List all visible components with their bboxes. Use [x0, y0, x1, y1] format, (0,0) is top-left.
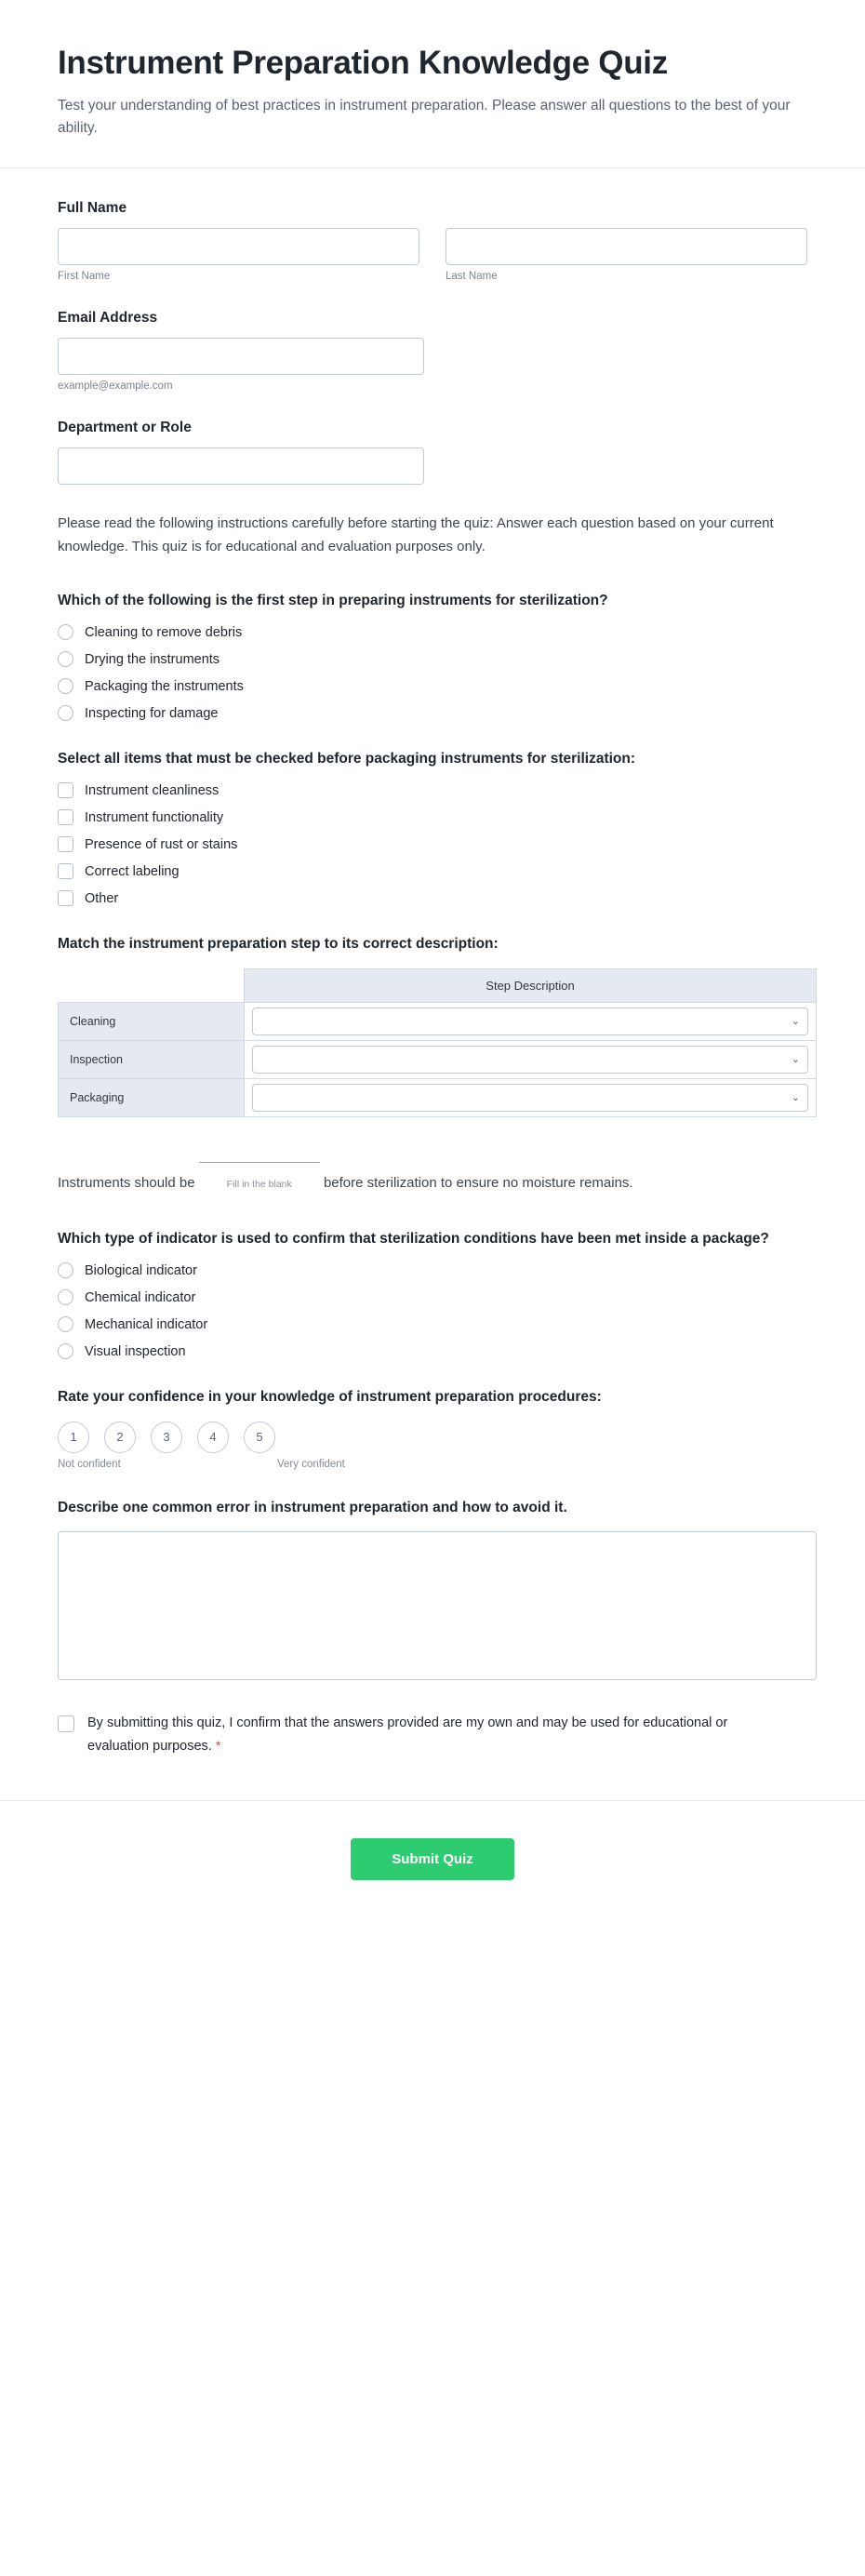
q2-option-2[interactable] [58, 836, 807, 852]
scale-option-5[interactable]: 5 [244, 1421, 275, 1453]
table-row [59, 1078, 817, 1116]
chevron-down-icon: ⌄ [791, 1016, 800, 1028]
last-name-caption: Last Name [446, 271, 498, 283]
consent-checkbox-icon[interactable] [58, 1715, 74, 1732]
fill-blank-after: before sterilization to ensure no moisture remains. [323, 1174, 633, 1191]
q5-label: Which type of indicator is used to confirm that sterilization conditions have been met inside a package? [58, 1230, 769, 1247]
scale-option-4[interactable]: 4 [197, 1421, 229, 1453]
q5-option-1-label: Chemical indicator [85, 1289, 196, 1305]
question-first-step [58, 591, 807, 721]
matching-table [58, 968, 817, 1117]
q2-option-3[interactable] [58, 863, 807, 879]
radio-icon[interactable] [58, 1316, 73, 1332]
scale-option-3[interactable]: 3 [151, 1421, 182, 1453]
q2-option-0-label: Instrument cleanliness [85, 782, 220, 798]
table-row [59, 1002, 817, 1040]
department-input[interactable] [58, 447, 424, 485]
matrix-cell-cleaning [245, 1002, 817, 1040]
describe-error-textarea[interactable] [58, 1531, 817, 1680]
question-confidence-scale [58, 1387, 807, 1469]
full-name-row [58, 228, 807, 282]
matrix-row-label-packaging: Packaging [59, 1078, 245, 1116]
q1-option-2-label: Packaging the instruments [85, 678, 244, 694]
fill-blank-input[interactable] [199, 1146, 320, 1163]
first-name-caption: First Name [58, 271, 111, 283]
q5-option-2-label: Mechanical indicator [85, 1316, 208, 1332]
radio-icon[interactable] [58, 1343, 73, 1359]
radio-icon[interactable] [58, 678, 73, 694]
q2-option-4-label: Other [85, 890, 119, 906]
first-name-input[interactable] [58, 228, 419, 265]
q5-option-3-label: Visual inspection [85, 1343, 186, 1359]
fill-blank-group [199, 1145, 320, 1195]
matrix-column-header: Step Description [245, 968, 817, 1002]
matrix-row-label-cleaning: Cleaning [59, 1002, 245, 1040]
required-marker: * [215, 1737, 221, 1753]
q1-option-3[interactable] [58, 705, 807, 721]
instructions-text: Please read the following instructions carefully before starting the quiz: Answer each question based on your current knowledge. This quiz is for educational and evaluation purposes only. [58, 515, 774, 554]
q1-option-3-label: Inspecting for damage [85, 705, 219, 721]
email-caption: example@example.com [58, 380, 173, 393]
full-name-label: Full Name [58, 200, 127, 217]
last-name-input[interactable] [446, 228, 807, 265]
field-department [58, 420, 807, 485]
first-name-group [58, 228, 419, 282]
table-row [59, 1040, 817, 1078]
q1-label: Which of the following is the first step in preparing instruments for sterilization? [58, 592, 608, 608]
q6-label: Rate your confidence in your knowledge of instrument preparation procedures: [58, 1389, 602, 1406]
inspection-select[interactable] [252, 1046, 808, 1074]
radio-icon[interactable] [58, 1289, 73, 1305]
scale-option-2[interactable]: 2 [104, 1421, 136, 1453]
matrix-row-label-inspection: Inspection [59, 1040, 245, 1078]
checkbox-icon[interactable] [58, 863, 73, 879]
last-name-group [446, 228, 807, 282]
question-checklist [58, 749, 807, 906]
q2-option-0[interactable] [58, 782, 807, 798]
q2-option-1-label: Instrument functionality [85, 809, 224, 825]
department-label: Department or Role [58, 420, 192, 436]
field-full-name [58, 200, 807, 282]
matrix-cell-packaging [245, 1078, 817, 1116]
q1-option-1[interactable] [58, 651, 807, 667]
chevron-down-icon: ⌄ [791, 1092, 800, 1104]
question-matching-matrix [58, 934, 807, 1116]
fill-blank-before: Instruments should be [58, 1174, 195, 1191]
consent-label [87, 1713, 776, 1756]
scale-option-1[interactable]: 1 [58, 1421, 89, 1453]
checkbox-icon[interactable] [58, 782, 73, 798]
q5-option-2[interactable] [58, 1316, 807, 1332]
scale-low-label: Not confident [58, 1458, 121, 1470]
email-label: Email Address [58, 310, 158, 327]
q1-option-0[interactable] [58, 624, 807, 640]
packaging-select[interactable] [252, 1084, 808, 1112]
q5-option-3[interactable] [58, 1343, 807, 1359]
checkbox-icon[interactable] [58, 890, 73, 906]
email-group [58, 338, 424, 392]
form-header [0, 0, 865, 168]
matrix-corner [59, 968, 245, 1002]
q3-label: Match the instrument preparation step to its correct description: [58, 936, 499, 953]
scale-high-label: Very confident [277, 1458, 345, 1470]
q2-label: Select all items that must be checked before packaging instruments for sterilization: [58, 751, 636, 767]
field-email [58, 310, 807, 392]
checkbox-icon[interactable] [58, 836, 73, 852]
q1-option-1-label: Drying the instruments [85, 651, 220, 667]
department-group [58, 447, 424, 485]
chevron-down-icon: ⌄ [791, 1054, 800, 1066]
q5-option-0[interactable] [58, 1262, 807, 1278]
page-subtitle: Test your understanding of best practices in instrument preparation. Please answer all questions to the best of your ability. [58, 98, 791, 137]
form-body [0, 168, 865, 1800]
matrix-cell-inspection [245, 1040, 817, 1078]
radio-icon[interactable] [58, 1262, 73, 1278]
q2-option-2-label: Presence of rust or stains [85, 836, 238, 852]
submit-button[interactable]: Submit Quiz [351, 1838, 514, 1880]
question-describe-error [58, 1498, 807, 1685]
q5-option-1[interactable] [58, 1289, 807, 1305]
question-indicator-type [58, 1229, 807, 1359]
q1-option-0-label: Cleaning to remove debris [85, 624, 243, 640]
fill-blank-caption: Fill in the blank [226, 1178, 292, 1190]
checkbox-icon[interactable] [58, 809, 73, 825]
radio-icon[interactable] [58, 705, 73, 721]
page-title: Instrument Preparation Knowledge Quiz [58, 45, 668, 81]
q2-option-4[interactable] [58, 890, 807, 906]
consent-text-body: By submitting this quiz, I confirm that the answers provided are my own and may be used for educational or evaluation purposes. [87, 1715, 728, 1754]
radio-icon[interactable] [58, 624, 73, 640]
scale-options [58, 1421, 807, 1453]
q7-label: Describe one common error in instrument preparation and how to avoid it. [58, 1499, 567, 1515]
question-fill-blank [58, 1145, 802, 1197]
email-input[interactable] [58, 338, 424, 375]
q1-option-2[interactable] [58, 678, 807, 694]
q2-option-1[interactable] [58, 809, 807, 825]
form-footer [0, 1800, 865, 1927]
q2-option-3-label: Correct labeling [85, 863, 180, 879]
consent-group[interactable] [58, 1713, 807, 1756]
scale-captions [58, 1459, 448, 1470]
q5-option-0-label: Biological indicator [85, 1262, 197, 1278]
radio-icon[interactable] [58, 651, 73, 667]
cleaning-select[interactable] [252, 1008, 808, 1035]
